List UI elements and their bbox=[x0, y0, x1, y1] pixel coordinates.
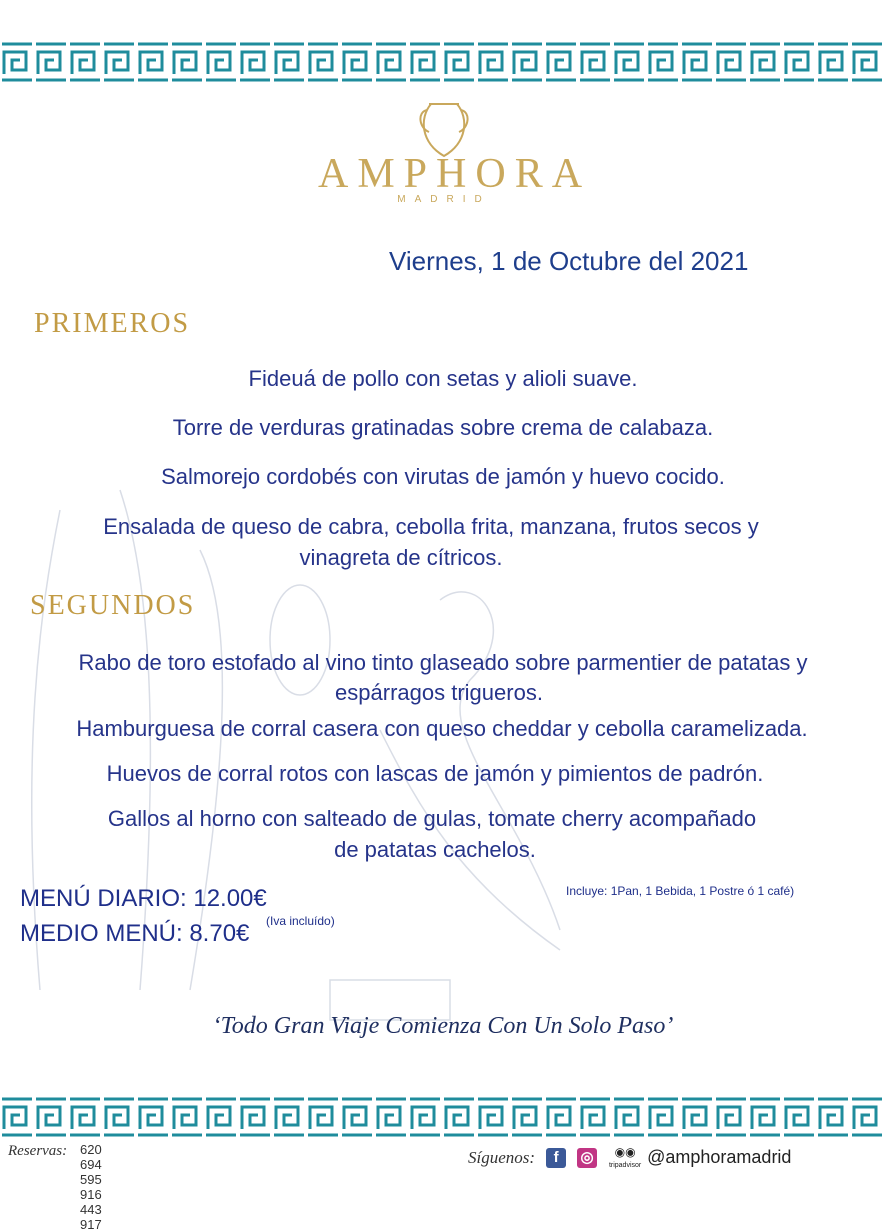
amphora-logo bbox=[318, 98, 592, 213]
dish-item: Gallos al horno con salteado de gulas, tomate cherry acompañado bbox=[107, 806, 757, 831]
social-links bbox=[468, 1146, 791, 1170]
amphora-vase-icon bbox=[409, 98, 479, 158]
reservas-label: Reservas: bbox=[8, 1143, 68, 1159]
phone-number[interactable]: 916 443 917 bbox=[80, 1187, 102, 1232]
dish-item: de patatas cachelos. bbox=[334, 837, 536, 862]
phone-number[interactable]: 620 694 595 bbox=[80, 1142, 102, 1187]
dish-item: Fideuá de pollo con setas y alioli suave. bbox=[248, 366, 638, 391]
follow-label: Síguenos: bbox=[468, 1147, 536, 1167]
dish-item: espárragos trigueros. bbox=[335, 680, 543, 705]
logo-name: AMPHORA bbox=[318, 151, 592, 197]
dish-item: Hamburguesa de corral casera con queso cheddar y cebolla caramelizada. bbox=[76, 716, 808, 741]
instagram-icon[interactable]: ◎ bbox=[577, 1148, 597, 1168]
quote: ‘Todo Gran Viaje Comienza Con Un Solo Paso’ bbox=[212, 1013, 674, 1039]
dish-item: Torre de verduras gratinadas sobre crema de calabaza. bbox=[172, 415, 714, 440]
menu-date: Viernes, 1 de Octubre del 2021 bbox=[389, 246, 749, 276]
dish-item: Huevos de corral rotos con lascas de jamón y pimientos de padrón. bbox=[106, 761, 764, 786]
reservations bbox=[8, 1142, 102, 1232]
dish-item: Salmorejo cordobés con virutas de jamón y huevo cocido. bbox=[161, 464, 725, 489]
section-title-segundos: SEGUNDOS bbox=[30, 590, 196, 621]
includes-note: Incluye: 1Pan, 1 Bebida, 1 Postre ó 1 café) bbox=[566, 884, 795, 898]
greek-key-border-bottom bbox=[0, 1093, 886, 1141]
greek-key-border-top bbox=[0, 38, 886, 86]
dish-item: Rabo de toro estofado al vino tinto glaseado sobre parmentier de patatas y bbox=[78, 650, 808, 675]
iva-note: (Iva incluído) bbox=[266, 914, 335, 928]
logo-subtitle: MADRID bbox=[397, 194, 491, 205]
social-handle[interactable]: @amphoramadrid bbox=[647, 1146, 792, 1167]
section-title-primeros: PRIMEROS bbox=[34, 308, 191, 339]
dish-item: Ensalada de queso de cabra, cebolla frita, manzana, frutos secos y bbox=[103, 514, 759, 539]
half-menu-price: MEDIO MENÚ: 8.70€ bbox=[20, 920, 250, 947]
facebook-icon[interactable]: f bbox=[546, 1148, 566, 1168]
tripadvisor-icon[interactable]: ◉◉ tripadvisor bbox=[608, 1145, 642, 1169]
daily-menu-price: MENÚ DIARIO: 12.00€ bbox=[20, 885, 267, 912]
dish-item: vinagreta de cítricos. bbox=[299, 545, 503, 570]
tripadvisor-label: tripadvisor bbox=[608, 1162, 642, 1169]
